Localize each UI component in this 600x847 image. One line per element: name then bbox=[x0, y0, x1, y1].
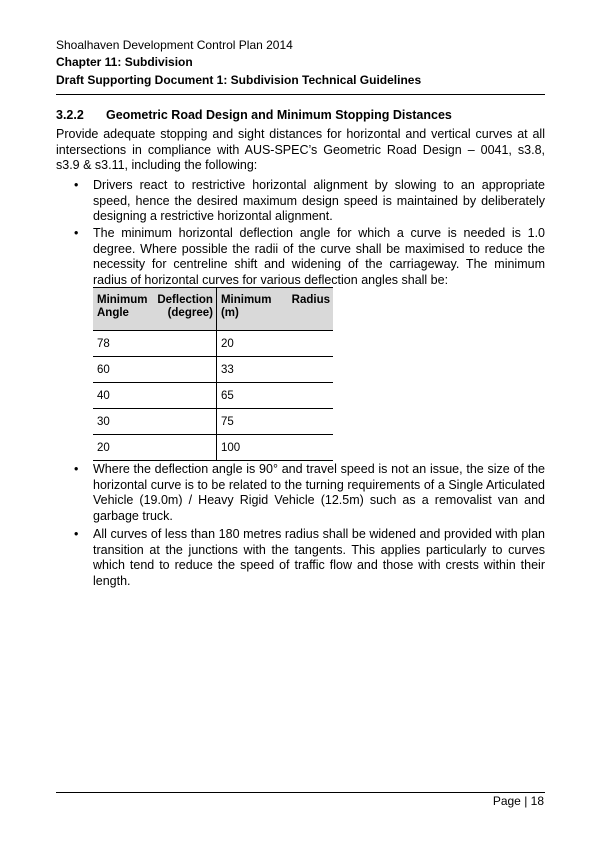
section-title: Geometric Road Design and Minimum Stopping Distances bbox=[106, 108, 452, 122]
table-cell: 30 bbox=[93, 409, 216, 435]
table-row bbox=[93, 409, 333, 435]
table-row bbox=[93, 331, 333, 357]
bullet-text: Drivers react to restrictive horizontal alignment by slowing to an appropriate speed, hence the desired maximum design speed is maintained by deliberately designing a restrictive horizontal alignment. bbox=[93, 178, 545, 224]
table-cell: 20 bbox=[216, 331, 333, 357]
bullet-icon: • bbox=[74, 527, 79, 541]
bullet-icon: • bbox=[74, 178, 79, 192]
table-cell: 78 bbox=[93, 331, 216, 357]
bullet-text: The minimum horizontal deflection angle for which a curve is needed is 1.0 degree. Where possible the radii of the curve shall be maximised to reduce the necessity for centreline shift and widening of the carriageway. The minimum radius of horizontal curves for various deflection angles shall be: bbox=[93, 226, 545, 287]
bullet-text: Where the deflection angle is 90° and travel speed is not an issue, the size of the horizontal curve is to be related to the turning requirements of a Single Articulated Vehicle (19.0m) / Heavy Rigid Vehicle (12.5m) such as a removalist van and garbage truck. bbox=[93, 462, 545, 523]
table-cell: 40 bbox=[93, 383, 216, 409]
header-divider bbox=[56, 94, 545, 95]
footer-divider bbox=[56, 792, 545, 793]
section-heading bbox=[56, 108, 452, 122]
section-intro: Provide adequate stopping and sight distances for horizontal and vertical curves at all intersections in compliance with AUS-SPEC’s Geometric Road Design – 0041, s3.8, s3.9 & s3.11, including the following: bbox=[56, 127, 545, 173]
table-cell: 33 bbox=[216, 357, 333, 383]
header-plan-title: Shoalhaven Development Control Plan 2014 bbox=[56, 38, 293, 52]
table-cell: 60 bbox=[93, 357, 216, 383]
bullet-text: All curves of less than 180 metres radius shall be widened and provided with plan transition at the junctions with the tangents. This applies particularly to curves which tend to reduce the speed of traffic flow and those with crests within their length. bbox=[93, 527, 545, 588]
table-row bbox=[93, 435, 333, 461]
page-number: Page | 18 bbox=[492, 794, 544, 808]
deflection-radius-table bbox=[93, 287, 333, 461]
bullet-item bbox=[56, 527, 545, 589]
table-cell: 65 bbox=[216, 383, 333, 409]
bullet-item bbox=[56, 462, 545, 524]
column-header-radius: Minimum Radius (m) bbox=[216, 288, 333, 331]
bullet-item bbox=[56, 226, 545, 288]
header-chapter: Chapter 11: Subdivision bbox=[56, 55, 193, 69]
bullet-item bbox=[56, 178, 545, 225]
section-number: 3.2.2 bbox=[56, 108, 84, 122]
table-header-row bbox=[93, 288, 333, 331]
table-cell: 20 bbox=[93, 435, 216, 461]
table-cell: 100 bbox=[216, 435, 333, 461]
header-document-title: Draft Supporting Document 1: Subdivision Technical Guidelines bbox=[56, 73, 422, 87]
column-header-deflection: Minimum Deflection Angle (degree) bbox=[93, 288, 216, 331]
table-row bbox=[93, 357, 333, 383]
bullet-icon: • bbox=[74, 226, 79, 240]
table-row bbox=[93, 383, 333, 409]
table-cell: 75 bbox=[216, 409, 333, 435]
bullet-icon: • bbox=[74, 462, 79, 476]
